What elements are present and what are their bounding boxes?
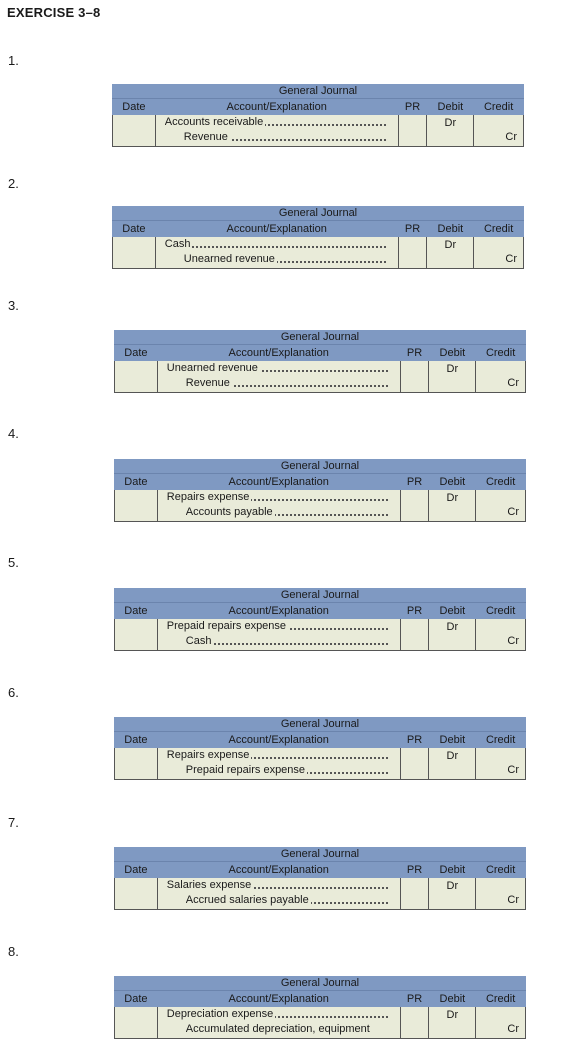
debit-account: Cash (164, 238, 191, 250)
credit-account-line (184, 252, 386, 267)
credit-header: Credit (485, 476, 516, 488)
journal-entry-row (114, 878, 526, 910)
credit-account-line (186, 763, 388, 778)
journal-title: General Journal (114, 717, 526, 731)
credit-account: Revenue (183, 131, 228, 143)
journal-title: General Journal (114, 976, 526, 990)
date-header: Date (124, 476, 148, 488)
debit-account-line (167, 619, 388, 634)
general-journal-table (114, 847, 526, 910)
cr-mark: Cr (507, 377, 520, 389)
journal-header-row (114, 861, 526, 878)
credit-header: Credit (485, 864, 516, 876)
account-header: Account/Explanation (228, 993, 329, 1005)
debit-account-line (165, 115, 386, 130)
debit-header: Debit (439, 993, 466, 1005)
entry-number: 7. (8, 815, 19, 830)
journal-title: General Journal (114, 588, 526, 602)
credit-header: Credit (485, 993, 516, 1005)
cr-mark: Cr (507, 1023, 520, 1035)
pr-header: PR (406, 734, 423, 746)
pr-header: PR (406, 993, 423, 1005)
account-cell (158, 748, 401, 779)
journal-header-row (114, 344, 526, 361)
account-header: Account/Explanation (228, 347, 329, 359)
date-cell[interactable] (114, 619, 158, 650)
date-header: Date (122, 101, 146, 113)
account-cell (156, 115, 399, 146)
pr-cell[interactable] (401, 361, 430, 392)
credit-account: Accumulated depreciation, equipment (185, 1023, 370, 1035)
account-cell (158, 878, 401, 909)
cr-mark: Cr (505, 253, 518, 265)
journal-header-row (112, 98, 524, 115)
credit-cell[interactable] (474, 237, 524, 268)
credit-header: Credit (485, 734, 516, 746)
date-header: Date (124, 993, 148, 1005)
journal-entry-row (112, 237, 524, 269)
debit-account-line (167, 878, 388, 893)
account-header: Account/Explanation (228, 605, 329, 617)
credit-account-line (186, 634, 388, 649)
pr-cell[interactable] (401, 490, 430, 521)
debit-header: Debit (439, 864, 466, 876)
account-header: Account/Explanation (226, 223, 327, 235)
dr-mark: Dr (446, 363, 459, 375)
cr-mark: Cr (507, 894, 520, 906)
date-cell[interactable] (114, 748, 158, 779)
debit-cell[interactable] (429, 361, 476, 392)
debit-header: Debit (439, 734, 466, 746)
entry-number: 5. (8, 555, 19, 570)
date-cell[interactable] (114, 1007, 158, 1038)
journal-entry-row (114, 748, 526, 780)
account-header: Account/Explanation (228, 864, 329, 876)
journal-header-row (112, 220, 524, 237)
credit-cell[interactable] (476, 748, 526, 779)
cr-mark: Cr (507, 506, 520, 518)
debit-account: Prepaid repairs expense (166, 620, 287, 632)
general-journal-table (112, 84, 524, 147)
debit-header: Debit (439, 605, 466, 617)
dr-mark: Dr (446, 1009, 459, 1021)
credit-cell[interactable] (476, 619, 526, 650)
journal-entry-row (114, 490, 526, 522)
debit-cell[interactable] (429, 878, 476, 909)
cr-mark: Cr (507, 635, 520, 647)
pr-header: PR (406, 476, 423, 488)
entry-number: 4. (8, 426, 19, 441)
pr-cell[interactable] (401, 619, 430, 650)
pr-cell[interactable] (401, 748, 430, 779)
account-cell (158, 1007, 401, 1038)
pr-header: PR (406, 347, 423, 359)
dr-mark: Dr (444, 117, 457, 129)
date-header: Date (124, 347, 148, 359)
cr-mark: Cr (507, 764, 520, 776)
credit-cell[interactable] (476, 878, 526, 909)
journal-header-row (114, 731, 526, 748)
journal-title: General Journal (114, 330, 526, 344)
dr-mark: Dr (446, 880, 459, 892)
date-header: Date (124, 605, 148, 617)
credit-account: Prepaid repairs expense (185, 764, 306, 776)
credit-account-line (184, 130, 386, 145)
date-cell[interactable] (112, 237, 156, 268)
debit-cell[interactable] (429, 748, 476, 779)
date-header: Date (124, 734, 148, 746)
journal-entry-row (114, 361, 526, 393)
dr-mark: Dr (444, 239, 457, 251)
debit-account-line (165, 237, 386, 252)
credit-account: Cash (185, 635, 212, 647)
journal-title: General Journal (114, 459, 526, 473)
pr-header: PR (406, 864, 423, 876)
entry-number: 3. (8, 298, 19, 313)
credit-header: Credit (483, 101, 514, 113)
pr-cell[interactable] (401, 878, 430, 909)
debit-cell[interactable] (427, 237, 474, 268)
credit-account: Revenue (185, 377, 230, 389)
cr-mark: Cr (505, 131, 518, 143)
credit-cell[interactable] (474, 115, 524, 146)
pr-header: PR (404, 223, 421, 235)
journal-title: General Journal (112, 84, 524, 98)
debit-account-line (167, 490, 388, 505)
credit-header: Credit (485, 347, 516, 359)
journal-entry-row (112, 115, 524, 147)
journal-header-row (114, 990, 526, 1007)
credit-account: Accounts payable (185, 506, 273, 518)
credit-account-line (186, 505, 388, 520)
journal-title: General Journal (114, 847, 526, 861)
debit-cell[interactable] (427, 115, 474, 146)
entry-number: 1. (8, 53, 19, 68)
debit-cell[interactable] (429, 1007, 476, 1038)
general-journal-table (114, 717, 526, 780)
account-header: Account/Explanation (226, 101, 327, 113)
date-header: Date (122, 223, 146, 235)
date-cell[interactable] (114, 490, 158, 521)
date-cell[interactable] (114, 878, 158, 909)
pr-cell[interactable] (399, 115, 428, 146)
debit-account-line (167, 361, 388, 376)
journal-header-row (114, 473, 526, 490)
debit-header: Debit (437, 101, 464, 113)
credit-cell[interactable] (476, 361, 526, 392)
general-journal-table (112, 206, 524, 269)
pr-cell[interactable] (401, 1007, 430, 1038)
date-cell[interactable] (112, 115, 156, 146)
debit-account: Depreciation expense (166, 1008, 274, 1020)
debit-cell[interactable] (429, 490, 476, 521)
date-cell[interactable] (114, 361, 158, 392)
credit-account-line (186, 376, 388, 391)
pr-header: PR (406, 605, 423, 617)
debit-account-line (167, 1007, 388, 1022)
pr-header: PR (404, 101, 421, 113)
credit-account: Unearned revenue (183, 253, 275, 265)
general-journal-table (114, 459, 526, 522)
general-journal-table (114, 330, 526, 393)
entry-number: 6. (8, 685, 19, 700)
debit-account: Repairs expense (166, 491, 250, 503)
account-cell (158, 490, 401, 521)
account-cell (158, 619, 401, 650)
debit-account: Repairs expense (166, 749, 250, 761)
debit-header: Debit (439, 347, 466, 359)
credit-header: Credit (483, 223, 514, 235)
debit-header: Debit (439, 476, 466, 488)
account-header: Account/Explanation (228, 734, 329, 746)
account-cell (158, 361, 401, 392)
entry-number: 2. (8, 176, 19, 191)
credit-cell[interactable] (476, 490, 526, 521)
journal-title: General Journal (112, 206, 524, 220)
dr-mark: Dr (446, 492, 459, 504)
credit-account-line (186, 1022, 388, 1037)
entry-number: 8. (8, 944, 19, 959)
account-cell (156, 237, 399, 268)
pr-cell[interactable] (399, 237, 428, 268)
general-journal-table (114, 588, 526, 651)
dr-mark: Dr (446, 750, 459, 762)
account-header: Account/Explanation (228, 476, 329, 488)
debit-account: Unearned revenue (166, 362, 258, 374)
credit-header: Credit (485, 605, 516, 617)
exercise-title: EXERCISE 3–8 (7, 5, 101, 20)
general-journal-table (114, 976, 526, 1039)
credit-cell[interactable] (476, 1007, 526, 1038)
debit-header: Debit (437, 223, 464, 235)
debit-account-line (167, 748, 388, 763)
journal-entry-row (114, 619, 526, 651)
credit-account-line (186, 893, 388, 908)
journal-header-row (114, 602, 526, 619)
credit-account: Accrued salaries payable (185, 894, 309, 906)
dr-mark: Dr (446, 621, 459, 633)
date-header: Date (124, 864, 148, 876)
debit-account: Salaries expense (166, 879, 252, 891)
journal-entry-row (114, 1007, 526, 1039)
debit-account: Accounts receivable (164, 116, 264, 128)
debit-cell[interactable] (429, 619, 476, 650)
